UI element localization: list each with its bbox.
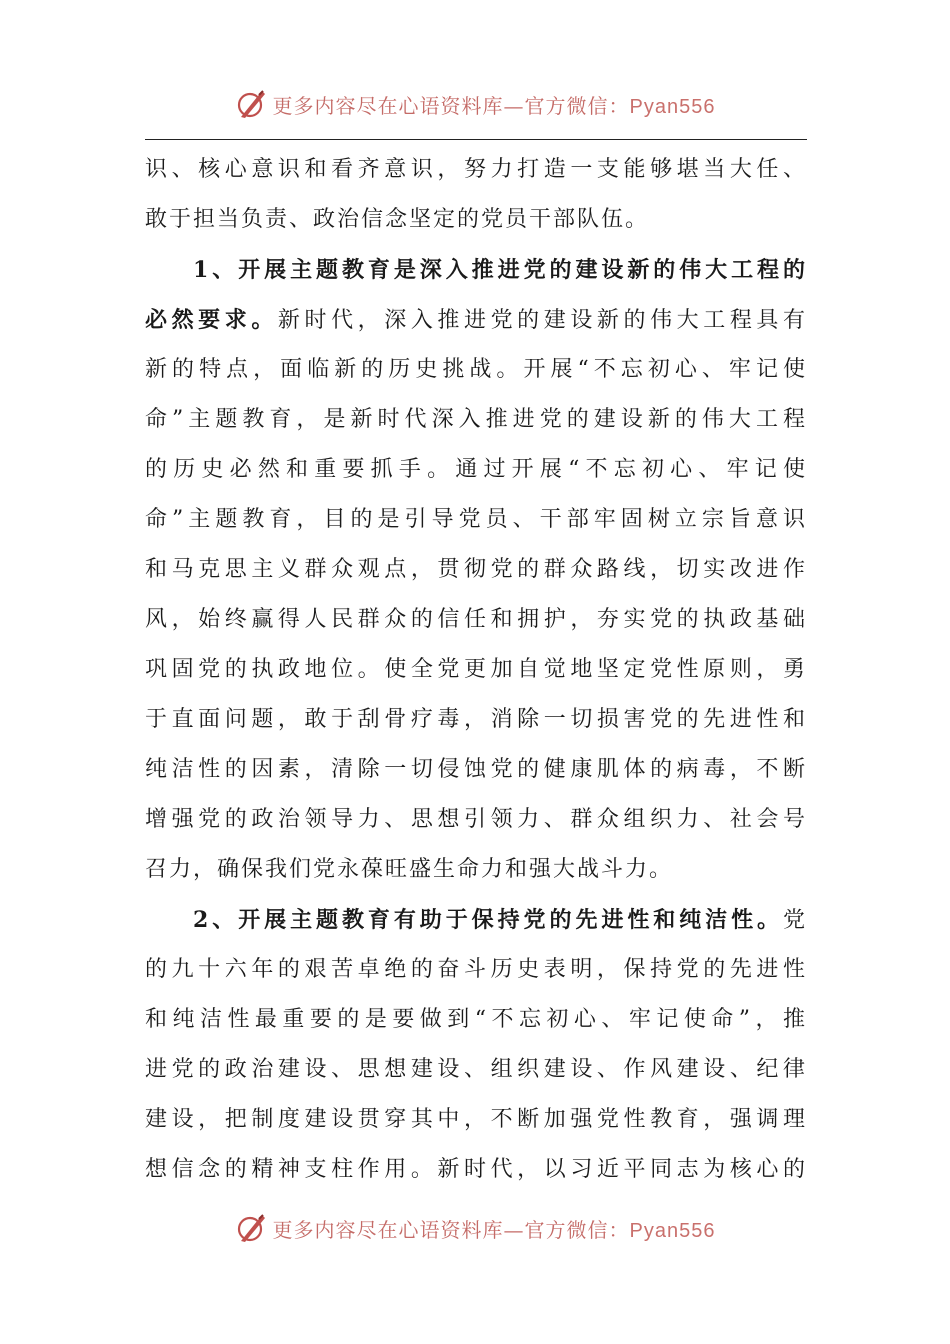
footer-watermark-banner <box>0 1208 950 1248</box>
text-line: 和纯洁性最重要的是要做到“不忘初心、牢记使命”，推 <box>145 1007 807 1032</box>
text-line: 纯洁性的因素，清除一切侵蚀党的健康肌体的病毒，不断 <box>145 757 807 782</box>
text-line: 命”主题教育，是新时代深入推进党的建设新的伟大工程 <box>145 407 807 432</box>
text-line: 的九十六年的艰苦卓绝的奋斗历史表明，保持党的先进性 <box>145 957 807 982</box>
banner-text: 更多内容尽在心语资料库—官方微信：Pyan556 <box>272 93 716 118</box>
text-line: 风，始终赢得人民群众的信任和拥护，夯实党的执政基础 <box>145 607 807 632</box>
text-line: 必然要求。新时代，深入推进党的建设新的伟大工程具有 <box>145 307 807 333</box>
text-line: 进党的政治建设、思想建设、组织建设、作风建设、纪律 <box>145 1057 807 1082</box>
header-watermark-banner <box>0 84 950 124</box>
text-line: 增强党的政治领导力、思想引领力、群众组织力、社会号 <box>145 807 807 832</box>
quill-pen-logo-icon <box>235 1211 269 1245</box>
section-heading-2: 2、开展主题教育有助于保持党的先进性和纯洁性。党 <box>193 907 807 933</box>
text-line: 识、核心意识和看齐意识，努力打造一支能够堪当大任、 <box>145 157 807 182</box>
text-line: 召力，确保我们党永葆旺盛生命力和强大战斗力。 <box>145 857 674 882</box>
quill-pen-logo-icon <box>235 87 269 121</box>
text-line: 敢于担当负责、政治信念坚定的党员干部队伍。 <box>145 207 650 232</box>
text-line: 和马克思主义群众观点，贯彻党的群众路线，切实改进作 <box>145 557 807 582</box>
text-line: 于直面问题，敢于刮骨疗毒，消除一切损害党的先进性和 <box>145 707 807 732</box>
banner-text: 更多内容尽在心语资料库—官方微信：Pyan556 <box>272 1217 716 1242</box>
header-divider <box>145 139 807 140</box>
text-line: 的历史必然和重要抓手。通过开展“不忘初心、牢记使 <box>145 457 807 482</box>
document-body <box>145 145 807 1195</box>
text-line: 建设，把制度建设贯穿其中，不断加强党性教育，强调理 <box>145 1107 807 1132</box>
text-line: 想信念的精神支柱作用。新时代，以习近平同志为核心的 <box>145 1157 807 1182</box>
section-heading-1: 1、开展主题教育是深入推进党的建设新的伟大工程的 <box>193 257 807 283</box>
text-line: 新的特点，面临新的历史挑战。开展“不忘初心、牢记使 <box>145 357 807 382</box>
text-line: 命”主题教育，目的是引导党员、干部牢固树立宗旨意识 <box>145 507 807 532</box>
text-line: 巩固党的执政地位。使全党更加自觉地坚定党性原则，勇 <box>145 657 807 682</box>
